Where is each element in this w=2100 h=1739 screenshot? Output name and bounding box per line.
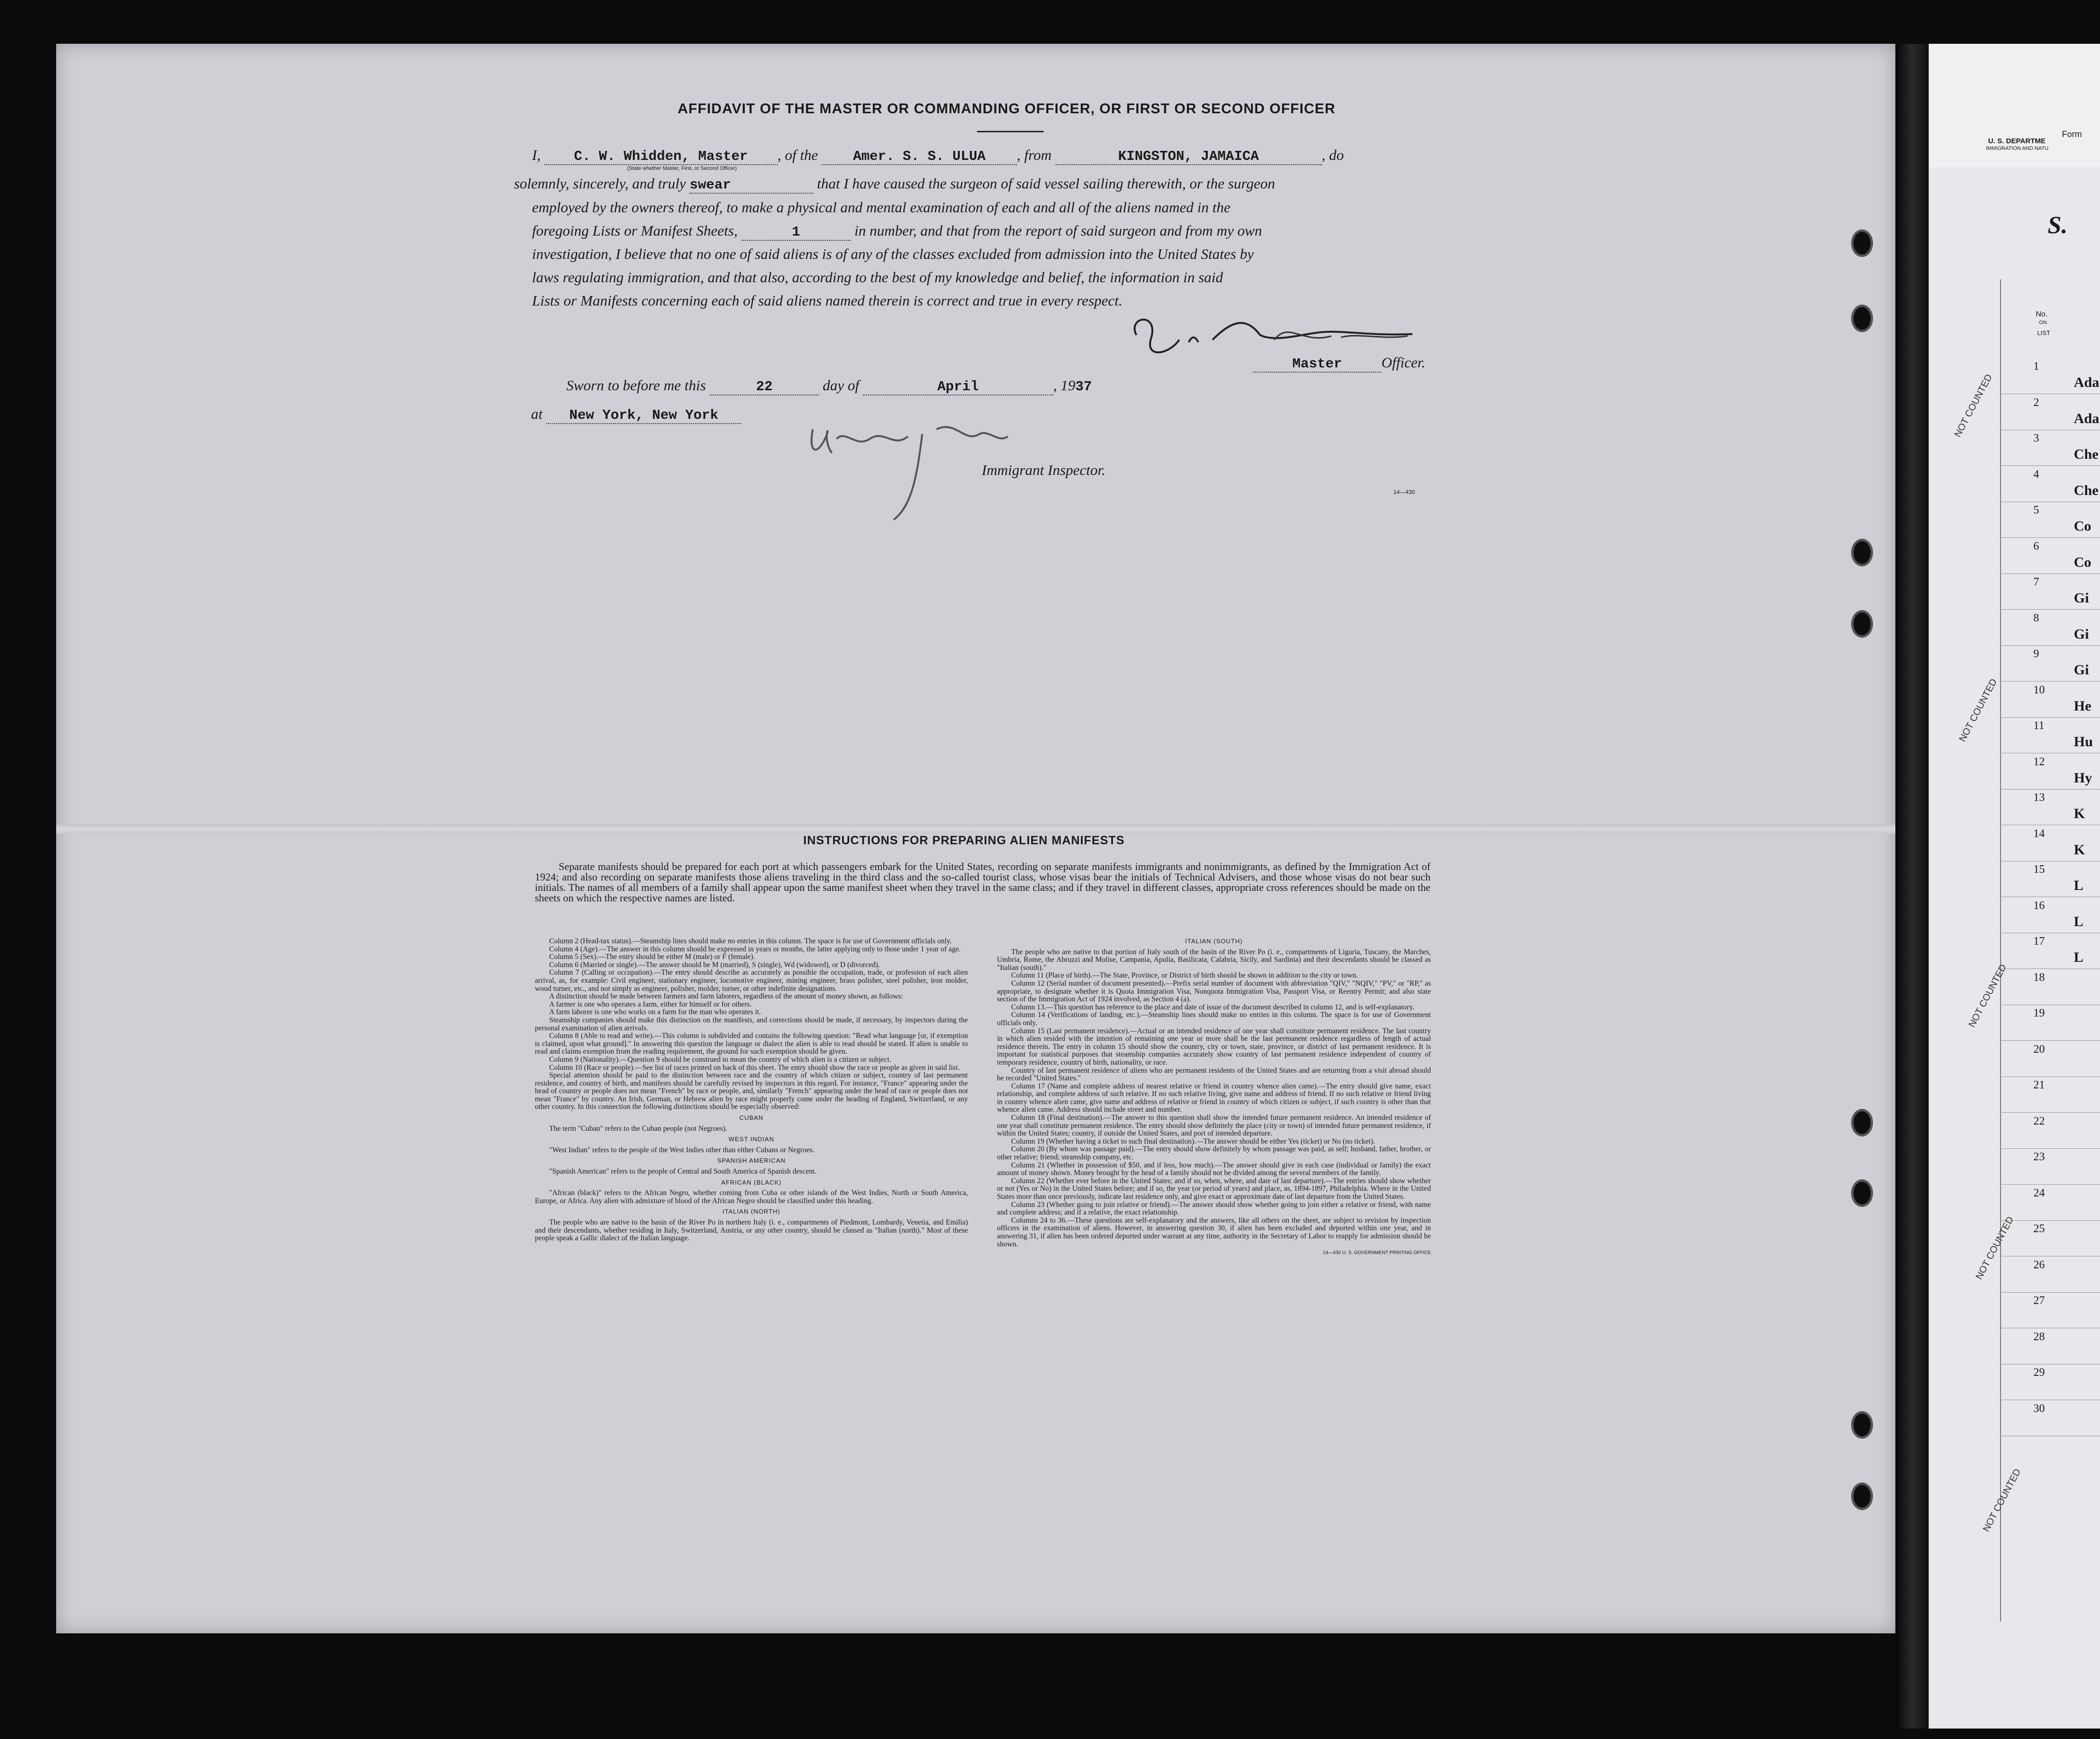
row-name: Gi [2074,662,2089,678]
african-text: "African (black)" refers to the African Negro, whether coming from Cuba or other islands of the West Indies, North or South America, Europe, or Africa. Any alien with admixture of blood of the African Negro should be classified under this heading. [535,1189,968,1205]
of-the-label: , of the [777,147,818,163]
row-rule [2000,968,2100,969]
not-counted-stamp: NOT COUNTED [1957,677,2000,744]
row-number: 15 [2033,863,2045,876]
binder-hole [1851,610,1873,638]
instruction-paragraph: Column 21 (Whether in possession of $50, and if less, how much).—The answer should give in each case (individual or family) the exact amount of money shown. Money brought by the head of a family should not be divided among the several members of the family. [997,1161,1431,1177]
adjacent-col-no: No. [2036,310,2048,318]
sworn-month: April [863,379,1053,395]
row-rule [2000,717,2100,718]
row-number: 6 [2033,540,2039,553]
do-label: , do [1321,147,1344,163]
instruction-paragraph: A farmer is one who operates a farm, either for himself or for others. [549,1000,752,1008]
row-name: Co [2074,518,2091,534]
affidavit-line-4a: foregoing Lists or Manifest Sheets, [532,222,738,239]
adjacent-form-label: Form [2062,129,2082,139]
officer-line [1253,354,1425,373]
place-line [531,405,741,424]
west-indian-text: "West Indian" refers to the people of the West Indies other than either Cubans or Negroes. [549,1146,815,1154]
row-number: 26 [2033,1258,2045,1271]
adjacent-col-on: ON [2039,320,2047,326]
officer-label: Officer. [1381,354,1426,371]
row-name: Co [2074,554,2091,570]
binder-hole [1851,1179,1873,1207]
row-name: Che [2074,446,2099,462]
book-binding [1895,44,1929,1729]
row-number: 11 [2033,720,2045,732]
adjacent-col-list: LIST [2037,329,2051,336]
sworn-line [566,377,1092,395]
officer-rank: Master [1253,356,1381,373]
state-note: (State whether Master, First, or Second Officer) [627,166,737,171]
instruction-paragraph: Column 23 (Whether going to join relative or friend).—The answer should show whether going to join either a relative or friend, with name and complete address; and if a relative, the exact relationship. [997,1200,1431,1217]
row-number: 27 [2033,1294,2045,1307]
instructions-intro: Separate manifests should be prepared for each port at which passengers embark for the United States, recording on separate manifests immigrants and nonimmigrants, as defined by the Immigration Act of 1924; and also recording on separate manifests those aliens traveling in the third class and the so-called tourist class, whose visas bear the initials of Technical Advisers, and those whose visas do not bear such initials. The names of all members of a family shall appear upon the same manifest sheet when they travel in the same class; and if they travel in different classes, appropriate cross references should be made on the sheets on which the respective names are listed. [535,860,1430,904]
master-name: C. W. Whidden, Master [544,148,778,165]
row-name: Che [2074,482,2099,498]
affidavit-line-4b: in number, and that from the report of said surgeon and from my own [854,222,1262,239]
affidavit-i: I, [532,147,541,163]
row-number: 29 [2033,1366,2045,1379]
at-label: at [531,405,543,422]
instruction-paragraph: A farm laborer is one who works on a farm for the man who operates it. [549,1008,761,1017]
heading-west-indian: WEST INDIAN [729,1136,774,1143]
row-name: L [2074,913,2084,929]
row-name: Hy [2074,770,2092,786]
row-number: 10 [2033,683,2045,696]
swear-word: swear [690,177,813,194]
instruction-paragraph: Column 22 (Whether ever before in the United States; and if so, when, where, and date of last departure).—The entries should show whether or not (Yes or No) in the United States before; and if so, the year (or period of years) and place, as, 1894-1897, Philadelphia. Where in the United States more than once previously, indicate last residence only, and give exact or approximate date of last departure from the United States. [997,1176,1431,1201]
row-number: 30 [2033,1402,2045,1415]
cuban-text: The term "Cuban" refers to the Cuban people (not Negroes). [549,1124,728,1133]
row-name: He [2074,698,2091,714]
instruction-paragraph: Column 12 (Serial number of document presented).—Prefix serial number of document with abbreviation "QIV," "NQIV," "PV," or "RP," as appropriate, to designate whether it is Quota Immigration Visa, Nonquota Immigration Visa, Passport Visa, or Reentry Permit; and also state section of the Immigration Act of 1924 involved, as Section 4 (a). [997,979,1431,1004]
sworn-place: New York, New York [546,407,741,424]
affidavit-line-4 [532,222,1262,241]
row-name: Gi [2074,626,2089,642]
binder-hole [1851,539,1873,566]
heading-italian-north: ITALIAN (NORTH) [722,1208,780,1215]
row-number: 14 [2033,827,2045,840]
instruction-paragraph: Country of last permanent residence of aliens who are permanent residents of the United States and are returning from a visit abroad should be recorded "United States." [997,1066,1431,1083]
instruction-paragraph: Column 11 (Place of birth).—The State, Province, or District of birth should be shown in addition to the city or town. [1011,971,1358,980]
sworn-year: 37 [1075,379,1092,395]
instruction-paragraph: Column 20 (By whom was passage paid).—The entry should show definitely by whom passage was paid, as self; husband, father, brother, or other relative; friend; steamship company, etc. [997,1145,1431,1162]
affidavit-line-2b: that I have caused the surgeon of said vessel sailing therewith, or the surgeon [817,175,1275,192]
title-rule [977,131,1044,132]
page-fold [56,824,1895,834]
affidavit-line-5: investigation, I believe that no one of said aliens is of any of the classes excluded from admission into the United States by [532,246,1254,262]
row-name: L [2074,878,2084,893]
sworn-label: Sworn to before me this [566,377,706,394]
instruction-paragraph: Column 17 (Name and complete address of nearest relative or friend in country whence alien came).—The entry should give name, exact relationship, and complete address of such relative. If no such relative living, give name and address of friend. If no such relative or friend living in country whence alien came, give name and address of relative or friend in country of which citizen or subject, if such country is other than that whence alien came. Address should include street and number. [997,1082,1431,1114]
row-rule [2000,789,2100,790]
row-number: 7 [2033,576,2039,588]
binder-hole [1851,1411,1873,1439]
not-counted-stamp: NOT COUNTED [1974,1215,2016,1282]
row-number: 17 [2033,935,2045,948]
row-name: Hu [2074,734,2093,750]
from-label: , from [1016,147,1052,163]
instruction-paragraph: Column 15 (Last permanent residence).—Actual or an intended residence of one year shall constitute permanent residence. The last country in which alien resided with the intention of remaining one year or more shall be the last permanent residence regardless of length of actual residence therein. The entry in column 15 should show the country, city or town, state, province, or district of last permanent residence. It is important for statistical purposes that steamship companies accurately show country of last permanent residence independent of country of temporary residence, country of birth, nationality, or race. [997,1027,1431,1067]
row-rule [2000,1148,2100,1149]
instruction-paragraph: Column 10 (Race or people).—See list of races printed on back of this sheet. The entry should show the race or people as given in said list. [549,1063,960,1072]
row-number: 12 [2033,755,2045,768]
row-number: 18 [2033,971,2045,984]
row-rule [2000,1112,2100,1113]
row-rule [2000,609,2100,610]
instructions-title: INSTRUCTIONS FOR PREPARING ALIEN MANIFESTS [803,834,1125,847]
row-rule [2000,1292,2100,1293]
instruction-paragraph: Column 9 (Nationality).—Question 9 should be construed to mean the country of which alien is a citizen or subject. [549,1055,891,1064]
affidavit-line-2a: solemnly, sincerely, and truly [514,175,686,192]
instruction-paragraph: A distinction should be made between farmers and farm laborers, regardless of the amount of money shown, as follows: [549,992,903,1001]
heading-spanish-american: SPANISH AMERICAN [717,1157,786,1165]
affidavit-line-6: laws regulating immigration, and that also, according to the best of my knowledge and belief, the information in said [532,269,1223,286]
instructions-right-column [997,938,1431,1257]
row-number: 9 [2033,648,2039,660]
row-name: Ada [2074,410,2100,426]
sheet-count: 1 [741,224,851,241]
italian-north-text: The people who are native to the basin of the River Po in northern Italy (i. e., compartments of Piedmont, Lombardy, Venetia, and Emilia) and their descendants, whether residing in Italy, Switzerland, Austria, or any other country, should be classed as "Italian (north)." Most of these people speak a Gallic dialect of the Italian language. [535,1218,968,1243]
row-number: 23 [2033,1151,2045,1163]
affidavit-title: AFFIDAVIT OF THE MASTER OR COMMANDING OFFICER, OR FIRST OR SECOND OFFICER [678,101,1336,117]
instruction-paragraph: Column 6 (Married or single).—The answer should be M (married), S (single), Wd (widowed), or D (divorced). [549,960,880,969]
affidavit-line-1 [532,147,1344,165]
binder-hole [1851,229,1873,257]
row-rule [2000,645,2100,646]
row-number: 13 [2033,791,2045,804]
adjacent-letter: S. [2048,212,2068,239]
form-number: 14—430 [1393,489,1415,495]
row-number: 2 [2033,396,2039,409]
instruction-paragraph: Column 13.—This question has reference to the place and date of issue of the document described in column 12, and is self-explanatory. [1011,1003,1414,1011]
vessel-name: Amer. S. S. ULUA [822,148,1017,165]
day-of-label: day of [822,377,859,394]
instruction-paragraph: Special attention should be paid to the distinction between race and the country of which citizen or subject, country of last permanent residence, and country of birth, and manifests should be carefully revised by inspectors in this regard. For instance, "France" appearing under the head of country or people does not mean "French" by race or people, and, similarly "French" appearing under the head of race or people does not mean "France" by country. An Irish, German, or Hebrew alien by race might properly come under the heading of England, Switzerland, or any other country. In this connection the following distinctions should be especially observed: [535,1071,968,1111]
binder-hole [1851,1109,1873,1136]
row-name: Ada [2074,375,2100,390]
adjacent-dept: U. S. DEPARTME [1988,137,2046,145]
manifest-page [56,44,1895,1633]
instruction-paragraph: Steamship companies should make this distinction on the manifests, and corrections should be made, if necessary, by inspectors during the personal examination of alien arrivals. [535,1016,968,1032]
row-name: Gi [2074,590,2089,606]
affidavit-line-3: employed by the owners thereof, to make a physical and mental examination of each and all of the aliens named in the [532,199,1231,216]
spanish-american-text: "Spanish American" refers to the people of Central and South America of Spanish descent. [549,1167,817,1176]
row-number: 25 [2033,1223,2045,1235]
row-name: L [2074,949,2084,965]
row-rule [2000,681,2100,682]
row-number: 19 [2033,1007,2045,1019]
instruction-paragraph: The people who are native to that portion of Italy south of the basin of the River Po (i. e., compartments of Liguria, Tuscany, the Marches, Umbria, Rome, the Abruzzi and Molise, Campania, Apulia, Basilicata, Calabria, Sicily, and Sardinia) and their descendants should be classed as "Italian (south)." [997,948,1431,972]
heading-italian-south: ITALIAN (SOUTH) [1185,938,1243,945]
adjacent-bureau: IMMIGRATION AND NATU [1986,146,2049,151]
row-rule [2000,537,2100,538]
row-name: K [2074,841,2085,858]
not-counted-stamp: NOT COUNTED [1981,1467,2023,1534]
row-number: 1 [2033,360,2039,373]
heading-african: AFRICAN (BLACK) [721,1178,782,1186]
port-name: KINGSTON, JAMAICA [1055,148,1322,165]
row-rule [2000,465,2100,466]
row-name: K [2074,806,2085,821]
instruction-paragraph: Column 5 (Sex).—The entry should be either M (male) or F (female). [549,953,755,961]
row-number: 24 [2033,1186,2045,1199]
instruction-paragraph: Column 18 (Final destination).—The answer to this question shall show the intended future permanent residence. An intended residence of one year shall constitute permanent residence. The entry should show definitely the place (city or town) of intended future permanent residence, if within the United States; country, if outside the United States, and port of intended departure. [997,1114,1431,1138]
row-number: 4 [2033,468,2039,481]
instruction-paragraph: Column 14 (Verifications of landing, etc.).—Steamship lines should make no entries in this column. The space is for use of Government officials only. [997,1011,1431,1027]
row-number: 22 [2033,1115,2045,1127]
row-rule [2000,1040,2100,1041]
row-number: 16 [2033,899,2045,912]
printing-office-footer: 14—430 U. S. GOVERNMENT PRINTING OFFICE [1322,1250,1431,1256]
affidavit-line-2 [514,175,1275,194]
instruction-paragraph: Columns 24 to 36.—These questions are self-explanatory and the answers, like all others on the sheet, are subject to revision by inspection officers in the examination of aliens. However, in answering question 30, if alien has been excluded and deported within one year, and in answering 31, if alien has been ordered deported under warrant at any time, authority in the Secretary of Labor to reapply for admission should be shown. [997,1216,1431,1248]
row-rule [2000,573,2100,574]
inspector-label: Immigrant Inspector. [982,462,1106,478]
instruction-paragraph: Column 19 (Whether having a ticket to such final destination).—The answer should be either Yes (ticket) or No (no ticket). [1011,1137,1375,1146]
affidavit-line-7: Lists or Manifests concerning each of said aliens named therein is correct and true in every respect. [532,292,1123,309]
instruction-paragraph: Column 4 (Age).—The answer in this column should be expressed in years or months, the latter applying only to those under 1 year of age. [549,945,961,953]
instruction-paragraph: Column 2 (Head-tax status).—Steamship lines should make no entries in this column. The space is for use of Government officials only. [549,937,952,945]
sworn-day: 22 [710,379,819,395]
row-number: 5 [2033,504,2039,516]
not-counted-stamp: NOT COUNTED [1952,372,1995,439]
adjacent-grid [2000,279,2100,1621]
row-number: 3 [2033,432,2039,445]
not-counted-stamp: NOT COUNTED [1967,962,2009,1029]
binder-hole [1851,305,1873,332]
heading-cuban: CUBAN [739,1114,764,1122]
binder-hole [1851,1482,1873,1510]
row-rule [2000,1184,2100,1185]
row-number: 21 [2033,1079,2045,1091]
instruction-paragraph: Column 8 (Able to read and write).—This column is subdivided and contains the following question: "Read what language [or, if exemption is claimed, upon what ground]." In answering this question the language or dialect the alien is able to read should be stated. If alien is unable to read and claims exemption from the reading requirement, the ground for such exemption should be given. [535,1032,968,1056]
instruction-paragraph: Column 7 (Calling or occupation).—The entry should describe as accurately as possible the occupation, trade, or profession of each alien arrival, as, for example: Civil engineer, stationary engineer, locomotive engineer, mining engineer, brass polisher, steel polisher, iron molder, wood turner, etc., and not simply as engineer, polisher, molder, turner, or other indefinite designations. [535,968,968,993]
year-prefix: , 19 [1053,377,1075,394]
adjacent-manifest-page [1929,44,2100,1729]
row-number: 8 [2033,612,2039,624]
row-number: 20 [2033,1043,2045,1056]
instructions-left-column [535,938,968,1243]
row-number: 28 [2033,1330,2045,1343]
